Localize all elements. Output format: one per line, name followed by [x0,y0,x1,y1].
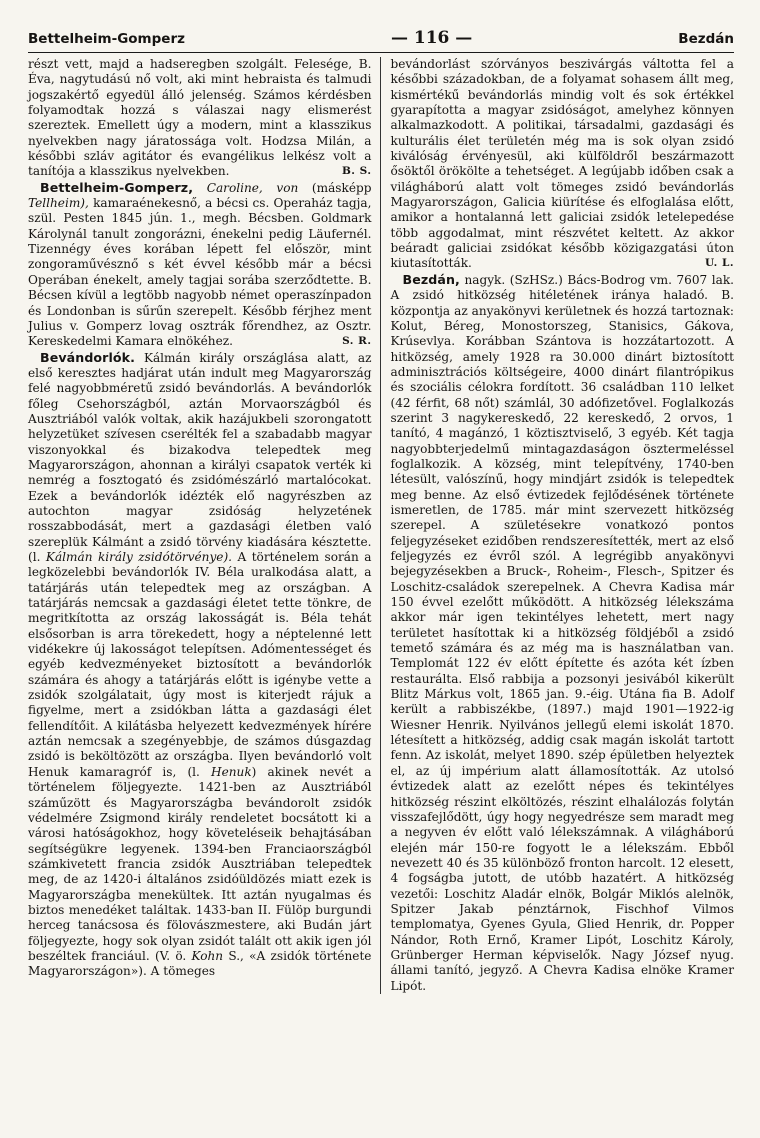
entry-alt-name: Tellheim), [28,196,89,211]
author-signature: B. S. [341,165,372,178]
cross-reference: Kálmán király zsidótörvénye). [45,550,233,564]
entry-bettelheim-continuation [28,57,372,180]
cross-reference: Kohn [191,948,224,963]
entry-text: S., «A zsidók története Magyarországon»). A tömeges [28,948,372,979]
entry-headword: Bettelheim-Gomperz, [40,179,194,195]
right-column [381,57,735,994]
entry-text: ) akinek nevét a történelem följegyezte. 1421-ben az Ausztriából száműzött és Magyarországba bevándorolt zsidók védelmére Zsigmond király rendeletet bocsátott ki a városi hatóságokhoz, hogy követeléseik behajtásában segítségükre legyenek. 1394-ben Franciaországból számkivetett francia zsidók Ausztriában telepedtek meg, de az 1420-i általános zsidóüldözés miatt ezek is Magyarországba menekültek. Itt aztán nyugalmas és biztos menedéket találtak. 1433-ban II. Fülöp burgundi herceg tanácsosa és fölovászmestere, aki Budán járt följegyezte, hogy sok olyan zsidót talált ott akik igen jól beszéltek franciául. (V. ö. [28,764,372,963]
entry-text: részt vett, majd a hadseregben szolgált. Felesége, B. Éva, nagytudású nő volt, aki mint hebraista és talmudi jogszakértő egyedül álló jelenség. Számos kérdésben folyamodtak hozzá s válaszai nagy elismerést szereztek. Emellett úgy a modern, mint a klasszikus nyelvekben nagy járatossága volt. Hodzsa Milán, a későbbi szláv agitátor és evangélikus lelkész volt a tanítója a klasszikus nyelvekben. [28,57,372,179]
author-signature: U. L. [704,257,734,270]
entry-headword: Bezdán, [402,271,460,287]
entry-bezdan [391,272,735,994]
left-column [28,57,381,994]
entry-text: nagyk. (SzHSz.) Bács-Bodrog vm. 7607 lak. A zsidó hitközség hitéletének iránya haladó. B. központja az anyakönyvi kerületnek és hozzá tartoznak: Kolut, Béreg, Monostorszeg, Stanisics, Gákova, Krúsevlya. Korábban Szántova is hozzátartozott. A hitközség, amely 1928 ra 30.000 dinárt biztosított adminisztrációs költségeire, 4000 dinárt filantrópikus és szociális célokra fordított. 36 családban 110 lelket (42 férfit, 68 nőt) számlál, 30 adófizetővel. Foglalkozás szerint 3 nagykereskedő, 22 kereskedő, 2 orvos, 1 tanító, 4 magánzó, 1 köztisztviselő, 3 egyéb. Két tagja nagyobbterjedelmű mintagazdaságon ösztermeléssel foglalkozik. A község, mint telepítvény, 1740-ben létesült, valószínű, hogy mindjárt zsidók is telepedtek meg benne. Az első évtizedek fejlődésének története ismeretlen, de 1785. már mint szervezett hitközség szerepel. A születésekre vonatkozó pontos feljegyzéseket ezidőben rendszeresítették, mert az első feljegyzés ez évről szól. A legrégibb anyakönyvi bejegyzésekben a Bruck-, Roheim-, Flesch-, Spitzer és Loschitz-családok szerepelnek. A Chevra Kadisa már 150 évvel ezelőtt működött. A hitközség lélekszáma akkor már igen tekintélyes lehetett, mert nagy területet hasítottak ki a hitközség földjéből a zsidó temető számára és az még ma is használatban van. Templomát 122 év előtt építette és azóta két ízben restaurálta. Első rabbija a pozsonyi jesivából kikerült Blitz Márkus volt, 1865 jan. 9.-éig. Utána fia B. Adolf került a rabbiszékbe, (1897.) majd 1901—1922-ig Wiesner Henrik. Nyilvános jellegű elemi iskolát 1870. létesített a hitközség, addig csak magán iskolát tartott fenn. Az iskolát, melyet 1890. szép épületben helyeztek el, az új impérium alatt államosították. Az utolsó évtizedek alatt az ezelőtt népes és tekintélyes hitközség részint elköltözés, részint elhalálozás folytán visszafejlődött, úgy hogy negyedrésze sem maradt meg a negyven év előtt való lélekszámnak. A világháború elején már 150-re fogyott le a lélekszám. Ebből nevezett 40 és 35 különböző fronton harcolt. 12 elesett, 4 fogságba jutott, de utóbb hazatért. A hitközség vezetői: Loschitz Aladár elnök, Bolgár Miklós alelnök, Spitzer Jakab pénztárnok, Fischhof Vilmos templomatya, Gyenes Gyula, Glied Henrik, dr. Popper Nándor, Roth Ernő, Kramer Lipót, Loschitz Károly, Grünberger Herman képviselők. Nagy József nyug. állami tanító, jegyző. A Chevra Kadisa elnöke Kramer Lipót. [390,272,734,993]
entry-name: Caroline, von [206,180,299,195]
entry-text: (másképp [311,180,372,195]
entry-bevandorlok [28,350,372,980]
cross-reference: Henuk [211,764,252,779]
entry-bevandorlok-continuation [391,57,735,272]
author-signature: S. R. [342,335,372,348]
two-column-body [28,57,734,994]
entry-bettelheim-gomperz [28,180,372,350]
entry-text: kamaraénekesnő, a bécsi cs. Operaház tagja, szül. Pesten 1845 jún. 1., megh. Bécsben. Goldmark Károlynál tanult zongorázni, énekelni pedig Läufernél. Tizennégy éves korában lépett fel először, mint zongoraművésznő s két évvel később már a bécsi Operában énekelt, amely tagjai sorába szerződtette. B. Bécsen kívül a legtöbb nagyobb német operaszínpadon és Londonban is sűrűn szerepelt. Később férjhez ment Julius v. Gomperz lovag osztrák főrendhez, az Osztr. Kereskedelmi Kamara elnökéhez. [28,196,372,349]
header-right-headword: Bezdán [678,31,734,47]
header-left-headword: Bettelheim-Gomperz [28,31,185,47]
page-header [28,28,734,53]
entry-text: Kálmán király országlása alatt, az első keresztes hadjárat után indult meg Magyarország felé nagyobbméretű zsidó bevándorlás. A bevándorlók főleg Csehországból, aztán Morvaországból és Ausztriából valók voltak, akik hazájukbeli szorongatott helyzetüket szívesen cserélték fel a szabadabb magyar viszonyokkal és bizakodva telepedtek meg Magyarországon, ahonnan a királyi csapatok verték ki nemrég a fosztogató és zsidómészárló martalócokat. Ezek a bevándorlók idézték elő nagyrészben az autochton magyar zsidóság helyzetének rosszabbodását, mert a gazdasági életben való szereplük Kálmánt a zsidó törvény kiadására késztette. (l. [28,350,372,564]
page-number: — 116 — [390,28,473,48]
entry-text: A történelem során a legközelebbi bevándorlók IV. Béla uralkodása alatt, a tatárjárás után telepedtek meg az országban. A tatárjárás nemcsak a gazdasági életet tette tönkre, de megritkította az ország lakosságát is. Béla tehát elsősorban is arra törekedett, hogy a néptelenné lett vidékekre új lakosságot telepítsen. Adómentességet és egyéb kedvezményeket biztosított a bevándorlók számára és ahogy a tatárjárás előtt is igénybe vette a zsidók szolgálatait, úgy most is kiterjedt rájuk a figyelme, mert a zsidókban látta a gazdasági élet fellendítőit. A kilátásba helyezett kedvezmények hírére aztán nemcsak a szegényebbje, de számos dúsgazdag zsidó is beköltözött az országba. Ilyen bevándorló volt Henuk kamaragróf is, (l. [28,550,372,779]
entry-text: bevándorlást szórványos beszivárgás váltotta fel a későbbi századokban, de a folyamat sohasem állt meg, kismértékű bevándorlás mindig volt és sok értékkel gyarapította a magyar zsidóságot, amelyhez könnyen alkalmazkodott. A politikai, társadalmi, gazdasági és kulturális élet területén még ma is sok olyan zsidó kiválóság érvényesül, aki külföldről beszármazott ősöktől örökölte a tehetséget. A legújabb időben csak a világháború alatt volt tömeges zsidó bevándorlás Magyarországon, Galicia kiürítése és elfoglalása előtt, amikor a hontalanná lett galiciai zsidók letelepedése több aggodalmat, mint részvétet keltett. Az akkor beáradt galiciai zsidókat később közigazgatási úton kiutasították. [390,57,734,271]
entry-headword: Bevándorlók. [40,349,136,365]
